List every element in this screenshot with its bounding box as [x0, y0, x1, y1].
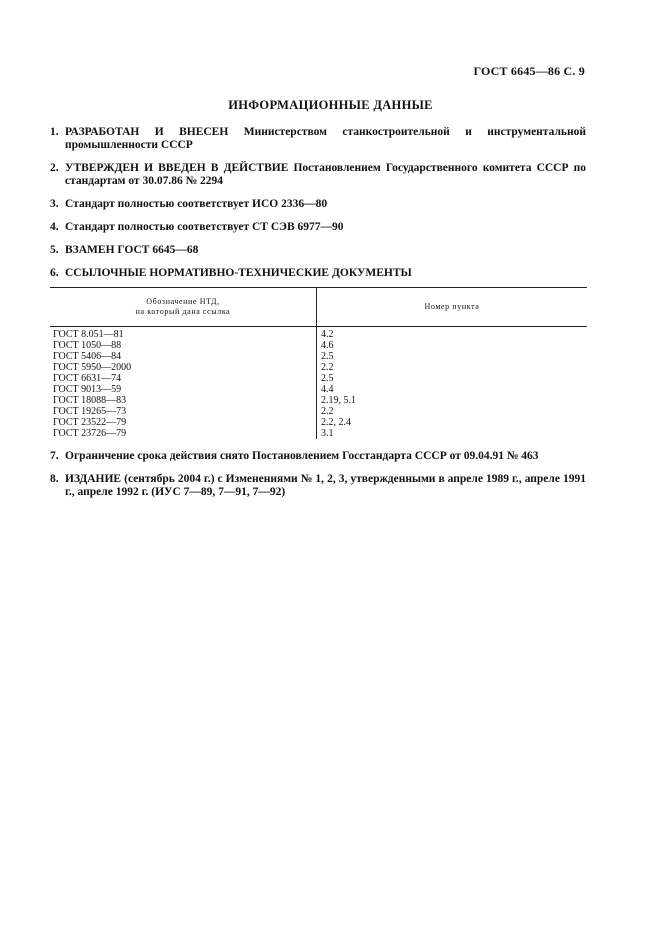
info-item-4 — [50, 221, 586, 234]
column-header-line: на который дана ссылка — [135, 307, 231, 316]
item-number: 6. — [50, 267, 59, 279]
item-lead: УТВЕРЖДЕН И ВВЕДЕН В ДЕЙСТВИЕ — [65, 162, 289, 174]
table-row — [50, 417, 587, 428]
cell-clause: 2.2 — [321, 362, 334, 373]
info-item-2 — [50, 162, 586, 188]
cell-clause: 2.2, 2.4 — [321, 417, 351, 428]
column-header-line: Обозначение НТД, — [146, 297, 220, 306]
cell-document: ГОСТ 6631—74 — [50, 373, 317, 384]
item-number: 1. — [50, 126, 59, 138]
item-text — [65, 162, 586, 188]
table-row — [50, 428, 587, 439]
item-rest: Стандарт полностью соответствует ИСО 2336—80 — [65, 198, 328, 210]
reference-documents-table — [50, 287, 587, 439]
cell-document: ГОСТ 1050—88 — [50, 340, 317, 351]
item-lead: РАЗРАБОТАН И ВНЕСЕН — [65, 126, 229, 138]
document-title: ИНФОРМАЦИОННЫЕ ДАННЫЕ — [228, 98, 433, 112]
table-row — [50, 362, 587, 373]
table-row — [50, 340, 587, 351]
cell-clause: 4.6 — [321, 340, 334, 351]
cell-clause: 2.5 — [321, 351, 334, 362]
table-row — [50, 373, 587, 384]
cell-document: ГОСТ 8.051—81 — [50, 327, 317, 341]
item-number: 4. — [50, 221, 59, 233]
table-row — [50, 351, 587, 362]
page-header: ГОСТ 6645—86 С. 9 — [473, 64, 585, 78]
item-number: 3. — [50, 198, 59, 210]
cell-clause: 4.2 — [321, 329, 334, 340]
item-rest: Постановлением Государственного комитета СССР по стандартам от 30.07.86 № 2294 — [65, 162, 586, 187]
cell-clause: 3.1 — [321, 428, 334, 439]
info-item-1 — [50, 126, 586, 152]
info-item-6 — [50, 267, 586, 280]
item-rest: (сентябрь 2004 г.) с Изменениями № 1, 2, 3, утвержденными в апреле 1989 г., апреле 1991 г., апреле 1992 г. (ИУС 7—89, 7—91, 7—92) — [65, 473, 586, 498]
item-lead: ВЗАМЕН ГОСТ 6645—68 — [65, 244, 199, 256]
item-text — [65, 267, 586, 280]
item-number: 2. — [50, 162, 59, 174]
column-header-clause: Номер пункта — [317, 288, 588, 327]
table-row — [50, 327, 587, 341]
cell-clause: 2.2 — [321, 406, 334, 417]
item-text — [65, 198, 586, 211]
info-item-7 — [50, 450, 586, 463]
item-text — [65, 244, 586, 257]
item-rest: Стандарт полностью соответствует СТ СЭВ 6977—90 — [65, 221, 344, 233]
cell-clause: 2.19, 5.1 — [321, 395, 356, 406]
item-number: 5. — [50, 244, 59, 256]
item-text — [65, 221, 586, 234]
item-lead: ИЗДАНИЕ — [65, 473, 122, 485]
item-number: 7. — [50, 450, 59, 462]
table-row — [50, 406, 587, 417]
item-number: 8. — [50, 473, 59, 485]
cell-document: ГОСТ 23522—79 — [50, 417, 317, 428]
table-body — [50, 327, 587, 440]
info-item-5 — [50, 244, 586, 257]
cell-document: ГОСТ 18088—83 — [50, 395, 317, 406]
cell-document: ГОСТ 9013—59 — [50, 384, 317, 395]
info-items-list — [50, 126, 586, 290]
cell-document: ГОСТ 5406—84 — [50, 351, 317, 362]
table-row — [50, 384, 587, 395]
cell-clause: 4.4 — [321, 384, 334, 395]
cell-clause: 2.5 — [321, 373, 334, 384]
cell-document: ГОСТ 23726—79 — [50, 428, 317, 439]
item-text — [65, 473, 586, 499]
table-header-row — [50, 288, 587, 327]
cell-document: ГОСТ 19265—73 — [50, 406, 317, 417]
info-item-8 — [50, 473, 586, 499]
column-header-document — [50, 288, 317, 327]
item-text: Ограничение срока действия снято Постановлением Госстандарта СССР от 09.04.91 № 463 — [65, 450, 539, 462]
cell-document: ГОСТ 5950—2000 — [50, 362, 317, 373]
info-item-3 — [50, 198, 586, 211]
item-lead: ССЫЛОЧНЫЕ НОРМАТИВНО-ТЕХНИЧЕСКИЕ ДОКУМЕНТЫ — [65, 267, 412, 279]
info-items-list-continued — [50, 450, 586, 509]
item-rest: Министерством станкостроительной и инструментальной промышленности СССР — [65, 126, 586, 151]
item-text — [65, 126, 586, 152]
table-row — [50, 395, 587, 406]
